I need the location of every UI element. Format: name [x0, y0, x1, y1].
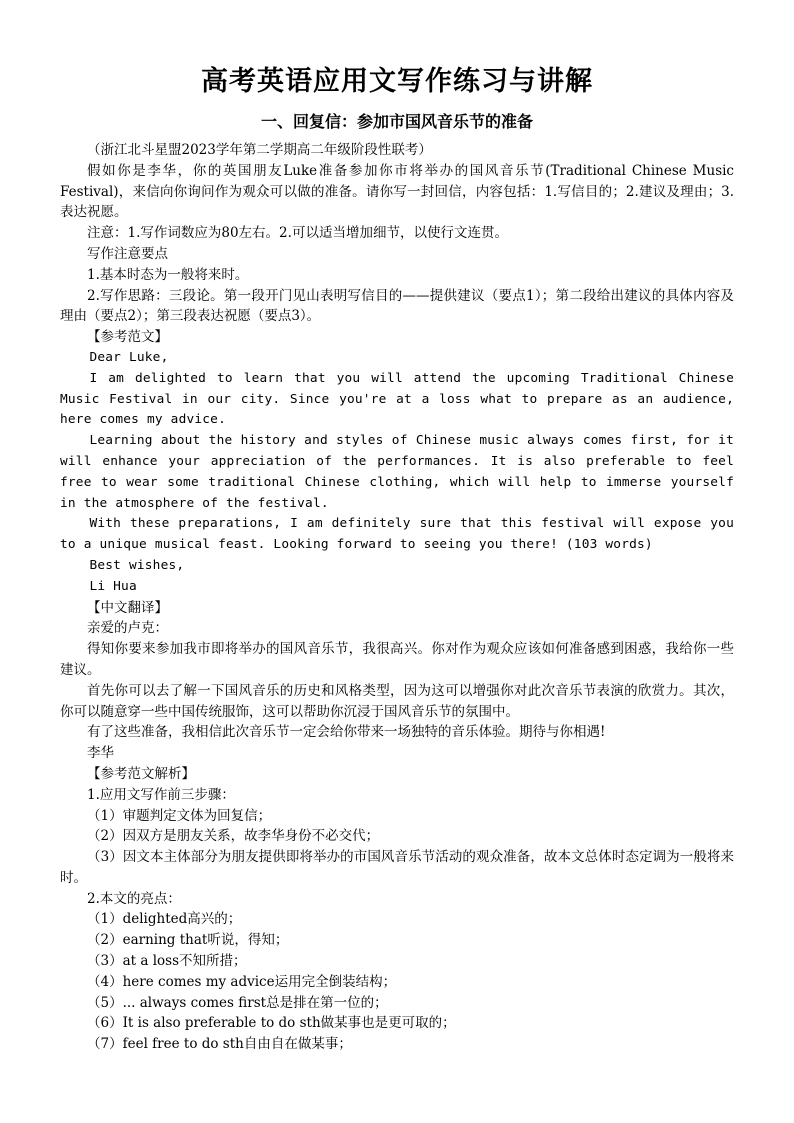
analysis-highlight-item: （1）delighted高兴的； [87, 911, 242, 928]
analysis-step-item: （2）因双方是朋友关系，故李华身份不必交代； [87, 828, 380, 845]
points-heading: 写作注意要点 [87, 245, 168, 262]
analysis-step-item: （1）审题判定文体为回复信； [87, 807, 272, 824]
sample-heading: 【参考范文】 [87, 329, 168, 346]
document-page [60, 62, 734, 1055]
task-notes: 注意：1.写作词数应为80左右。2.可以适当增加细节，以使行文连贯。 [87, 225, 508, 242]
analysis-highlight-item: （2）earning that听说，得知； [87, 932, 289, 949]
analysis-heading: 【参考范文解析】 [87, 765, 195, 782]
task-prompt: 假如你是李华，你的英国朋友Luke准备参加你市将举办的国风音乐节(Traditional Chinese Music Festival)，来信向你询问作为观众可以做的准备。请你写一封回信，内容包括：1.写信目的；2.建议及理由；3.表达祝愿。 [60, 162, 734, 221]
analysis-highlights-heading: 2.本文的亮点： [87, 890, 181, 907]
sample-signature: Li Hua [89, 578, 137, 594]
analysis-highlight-item: （7）feel free to do sth自由自在做某事； [87, 1036, 352, 1053]
document-body [60, 140, 734, 1055]
translation-paragraph-3: 有了这些准备，我相信此次音乐节一定会给你带来一场独特的音乐体验。期待与你相遇! [87, 724, 606, 741]
sample-closing: Best wishes, [89, 557, 185, 573]
analysis-highlight-item: （6）It is also preferable to do sth做某事也是更可取的； [87, 1015, 456, 1032]
point-1: 1.基本时态为一般将来时。 [87, 266, 249, 283]
source-note: （浙江北斗星盟2023学年第二学期高二年级阶段性联考） [87, 142, 432, 158]
document-title: 高考英语应用文写作练习与讲解 [201, 66, 593, 97]
translation-paragraph-1: 得知你要来参加我市即将举办的国风音乐节，我很高兴。你对作为观众应该如何准备感到困惑，我给你一些建议。 [60, 641, 734, 678]
translation-heading: 【中文翻译】 [87, 599, 168, 616]
analysis-step-item: （3）因文本主体部分为朋友提供即将举办的市国风音乐节活动的观众准备，故本文总体时态定调为一般将来时。 [60, 849, 734, 886]
point-2: 2.写作思路：三段论。第一段开门见山表明写信目的——提供建议（要点1）；第二段给出建议的具体内容及理由（要点2）；第三段表达祝愿（要点3）。 [60, 287, 734, 325]
analysis-highlight-item: （3）at a loss不知所措； [87, 953, 247, 970]
analysis-highlight-item: （4）here comes my advice运用完全倒装结构； [87, 973, 397, 990]
translation-signature: 李华 [87, 745, 114, 762]
analysis-highlight-item: （5）... always comes first总是排在第一位的； [87, 994, 388, 1011]
sample-paragraph-3: With these preparations, I am definitely sure that this festival will expose you to a unique musical feast. Looking forward to seeing you there! (103 words) [60, 516, 734, 553]
sample-paragraph-1: I am delighted to learn that you will attend the upcoming Traditional Chinese Music Festival in our city. Since you're at a loss what to prepare as an audience, here comes my advice. [60, 370, 734, 428]
section-title: 一、回复信：参加市国风音乐节的准备 [260, 112, 533, 131]
sample-paragraph-2: Learning about the history and styles of Chinese music always comes first, for it will enhance your appreciation of the performances. It is also preferable to feel free to wear some traditional Chinese clothing, which will help to immerse yourself in the atmosphere of the festival. [60, 433, 734, 511]
sample-greeting: Dear Luke, [89, 349, 169, 365]
analysis-steps-heading: 1.应用文写作前三步骤： [87, 786, 235, 803]
translation-paragraph-2: 首先你可以去了解一下国风音乐的历史和风格类型，因为这可以增强你对此次音乐节表演的欣赏力。其次，你可以随意穿一些中国传统服饰，这可以帮助你沉浸于国风音乐节的氛围中。 [60, 682, 734, 720]
translation-greeting: 亲爱的卢克： [87, 620, 168, 637]
